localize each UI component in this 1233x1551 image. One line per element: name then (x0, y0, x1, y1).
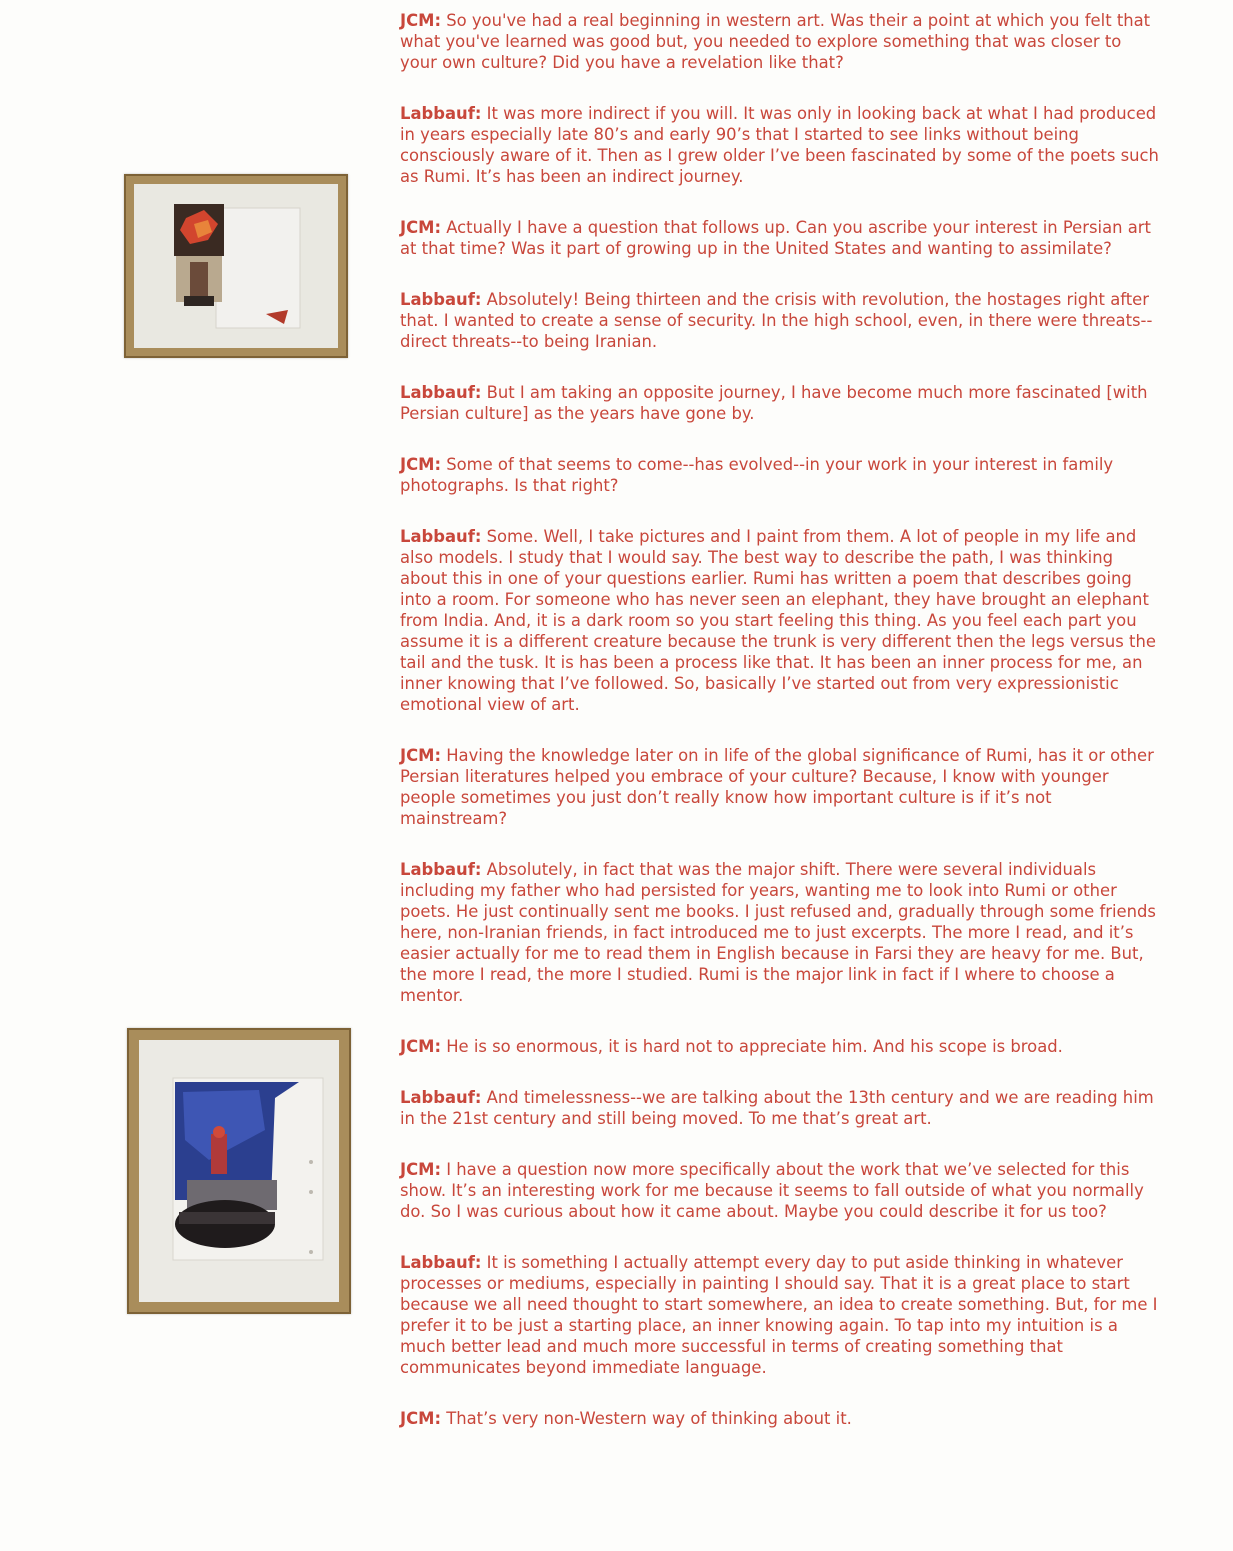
speaker-label: Labbauf: (400, 527, 482, 546)
dialogue-entry (400, 1087, 1160, 1129)
dialogue-text: Having the knowledge later on in life of the global significance of Rumi, has it or other Persian literatures helped you embrace of your culture? Because, I know with younger people sometimes you just don’t really know how important culture is if it’s not mainstream? (400, 746, 1154, 828)
dialogue-text: Some of that seems to come--has evolved--in your work in your interest in family photographs. Is that right? (400, 455, 1114, 495)
speaker-label: Labbauf: (400, 1253, 482, 1272)
speaker-label: Labbauf: (400, 860, 482, 879)
dialogue-entry (400, 1159, 1160, 1222)
dialogue-entry (400, 454, 1160, 496)
interview-dialogue (400, 10, 1160, 1459)
dialogue-text: Absolutely, in fact that was the major shift. There were several individuals including my father who had persisted for years, wanting me to look into Rumi or other poets. He just continually sent me books. I just refused and, gradually through some friends here, non-Iranian friends, in fact introduced me to just excerpts. The more I read, and it’s easier actually for me to read them in English because in Farsi they are heavy for me. But, the more I read, the more I studied. Rumi is the major link in fact if I where to choose a mentor. (400, 860, 1156, 1005)
speaker-label: JCM: (400, 11, 441, 30)
dialogue-text: I have a question now more specifically about the work that we’ve selected for this show. It’s an interesting work for me because it seems to fall outside of what you normally do. So I was curious about how it came about. Maybe you could describe it for us too? (400, 1160, 1144, 1221)
speaker-label: JCM: (400, 1037, 441, 1056)
dialogue-entry (400, 10, 1160, 73)
dialogue-entry (400, 526, 1160, 715)
dialogue-entry (400, 859, 1160, 1006)
speaker-label: JCM: (400, 455, 441, 474)
artwork-photo-1 (124, 174, 348, 358)
speaker-label: JCM: (400, 1160, 441, 1179)
dialogue-text: But I am taking an opposite journey, I have become much more fascinated [with Persian culture] as the years have gone by. (400, 383, 1148, 423)
collage-artwork-2 (139, 1040, 339, 1302)
speaker-label: Labbauf: (400, 1088, 482, 1107)
dialogue-entry (400, 217, 1160, 259)
dialogue-text: Actually I have a question that follows up. Can you ascribe your interest in Persian art at that time? Was it part of growing up in the United States and wanting to assimilate? (400, 218, 1151, 258)
speaker-label: JCM: (400, 218, 441, 237)
speaker-label: JCM: (400, 1409, 441, 1428)
dialogue-text: So you've had a real beginning in western art. Was their a point at which you felt that what you've learned was good but, you needed to explore something that was closer to your own culture? Did you have a revelation like that? (400, 11, 1151, 72)
dialogue-text: It was more indirect if you will. It was only in looking back at what I had produced in years especially late 80’s and early 90’s that I started to see links without being consciously aware of it. Then as I grew older I’ve been fascinated by some of the poets such as Rumi. It’s has been an indirect journey. (400, 104, 1159, 186)
dialogue-text: It is something I actually attempt every day to put aside thinking in whatever processes or mediums, especially in painting I should say. That it is a great place to start because we all need thought to start somewhere, an idea to create something. But, for me I prefer it to be just a starting place, an inner knowing again. To tap into my intuition is a much better lead and much more successful in terms of creating something that communicates beyond immediate language. (400, 1253, 1158, 1377)
dialogue-entry (400, 1036, 1160, 1057)
dialogue-text: And timelessness--we are talking about the 13th century and we are reading him in the 21st century and still being moved. To me that’s great art. (400, 1088, 1154, 1128)
dialogue-text: He is so enormous, it is hard not to appreciate him. And his scope is broad. (446, 1037, 1063, 1056)
collage-artwork-1 (134, 184, 338, 348)
speaker-label: JCM: (400, 746, 441, 765)
dialogue-entry (400, 1408, 1160, 1429)
artwork-photo-2 (127, 1028, 351, 1314)
dialogue-entry (400, 289, 1160, 352)
speaker-label: Labbauf: (400, 104, 482, 123)
speaker-label: Labbauf: (400, 290, 482, 309)
dialogue-entry (400, 382, 1160, 424)
dialogue-text: That’s very non-Western way of thinking about it. (446, 1409, 852, 1428)
dialogue-entry (400, 1252, 1160, 1378)
dialogue-text: Some. Well, I take pictures and I paint from them. A lot of people in my life and also models. I study that I would say. The best way to describe the path, I was thinking about this in one of your questions earlier. Rumi has written a poem that describes going into a room. For someone who has never seen an elephant, they have brought an elephant from India. And, it is a dark room so you start feeling this thing. As you feel each part you assume it is a different creature because the trunk is very different then the legs versus the tail and the tusk. It is has been a process like that. It has been an inner process for me, an inner knowing that I’ve followed. So, basically I’ve started out from very expressionistic emotional view of art. (400, 527, 1156, 714)
dialogue-text: Absolutely! Being thirteen and the crisis with revolution, the hostages right after that. I wanted to create a sense of security. In the high school, even, in there were threats--direct threats--to being Iranian. (400, 290, 1153, 351)
speaker-label: Labbauf: (400, 383, 482, 402)
dialogue-entry (400, 103, 1160, 187)
dialogue-entry (400, 745, 1160, 829)
